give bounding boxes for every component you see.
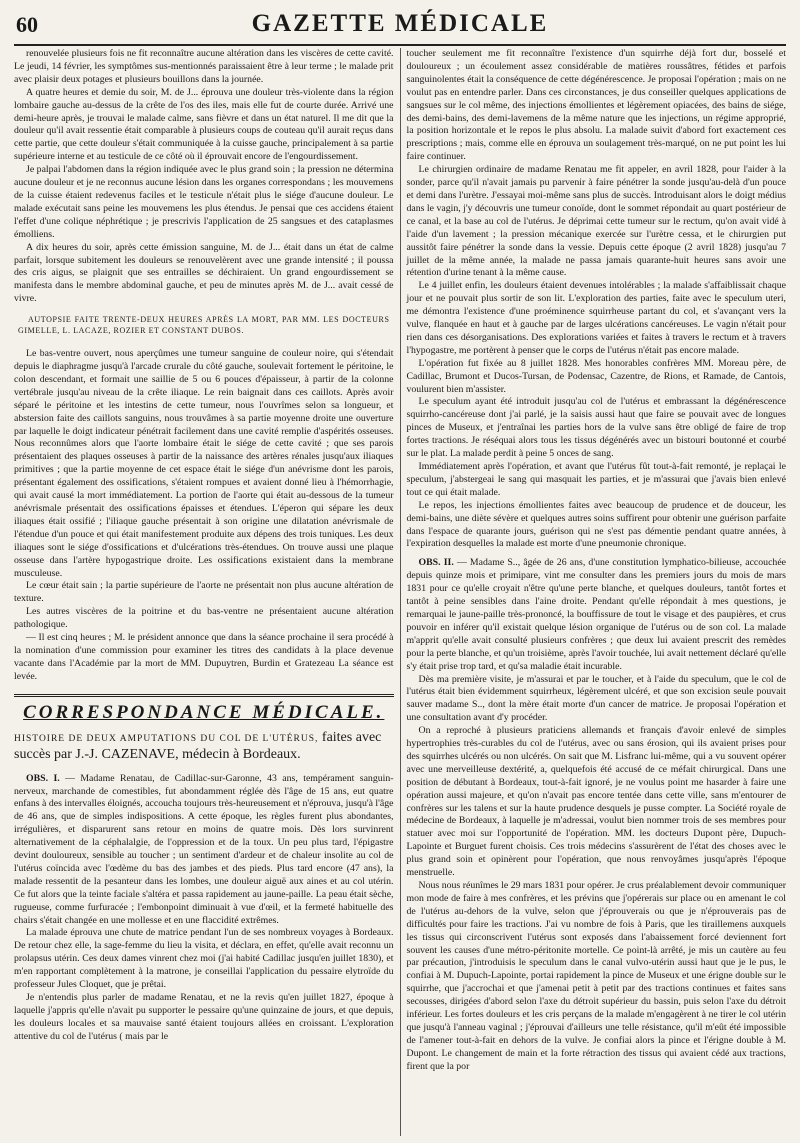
observation-1 — [14, 773, 394, 928]
paragraph: Les autres viscères de la poitrine et du bas-ventre ne présentaient aucune altération pathologique. — [14, 606, 394, 631]
paragraph: Le chirurgien ordinaire de madame Renatau me fit appeler, en avril 1828, pour l'aider à la sonder, parce qu'il n'avait jamais pu parvenir à faire pénétrer la sonde jusqu'au-delà d'un pouce et demi dans l'urètre. J'essayai moi-même sans plus de succès. Introduisant alors le doigt médius dans le vagin, j'y découvris une tumeur conoïde, dont le sommet répondait au quart postérieur de ce canal, et la base au col de l'utérus. Je déprimai cette tumeur sur le rectum, qu'on avait vidé à l'aide d'un lavement ; la pression mécanique exercée sur l'urètre cessa, et le chirurgien put aussitôt faire pénétrer la sonde dans la vessie. Depuis cette époque (2 avril 1828) jusqu'au 7 juillet de la même année, la malade ne passa jamais quarante-huit heures sans avoir une rétention d'urine tenant à la même cause. — [406, 164, 786, 279]
paragraph: A quatre heures et demie du soir, M. de J... éprouva une douleur très-violente dans la région lombaire gauche au-dessus de la crête de l'os des iles, mais elle fut de courte durée. Arrivé une demi-heure après, je trouvai le malade calme, sans fièvre et dans un état naturel. Il me dit que la douleur qu'il avait ressentie était comparable à plusieurs coups de couteau qu'il aurait reçus dans cette partie, que cette douleur s'était communiquée à la cuisse gauche, principalement à sa partie supérieure interne et au testicule de ce côté où il éprouvait encore de l'engourdissement. — [14, 86, 394, 163]
section-title: CORRESPONDANCE MÉDICALE. — [23, 701, 385, 723]
article-title-lead: HISTOIRE DE DEUX AMPUTATIONS DU COL DE L'UTÉRUS, — [14, 733, 319, 744]
masthead-title: GAZETTE MÉDICALE — [251, 10, 549, 37]
left-column — [14, 48, 400, 1136]
paragraph: Le cœur était sain ; la partie supérieure de l'aorte ne présentait non plus aucune altération de texture. — [14, 580, 394, 605]
paragraph: Nous nous réunîmes le 29 mars 1831 pour opérer. Je crus préalablement devoir communiquer mon mode de faire à mes confrères, et les prévins que j'opérerais sur place ou en amenant le col de l'utérus au-dehors de la vulve, selon que j'éprouverais ou que je n'éprouverais pas de difficultés pour faire les tractions. J'ai vu nombre de fois à Paris, que les tiraillemens auxquels les tissus qui circonscrivent l'utérus sont exposés dans l'abaissement forcé deviennent fort souvent les causes d'une métro-péritonite mortelle. Ce point-là arrêté, je mis un cautère au feu par précaution, j'introduisis le speculum dans le canal vulvo-utérin aussi haut que je le pus, le confiai à M. Dupuch-Lapointe, portai rapidement la pince de Museux et une érigne double sur le squirrhe, que j'accrochai et que j'amenai petit à petit par des tractions continues et faites sans secousses, dirigées d'abord selon l'axe du détroit supérieur du bassin, puis selon l'axe du détroit inférieur. Les fortes douleurs et les cris perçans de la malade m'engagèrent à ne tirer le col utérin que jusqu'à l'anneau vaginal ; j'éprouvai d'ailleurs une telle résistance, qu'il m'eût été impossible de l'amener tout-à-fait en dehors de la vulve. Je confiai alors la pince et l'érigne double à M. Dupont. Le changement de main et la forte rétraction des tissus qui avaient cédé aux tractions, firent que la por — [406, 880, 786, 1072]
page-header — [14, 8, 786, 46]
article-title — [14, 730, 394, 763]
observation-text: — Madame S.., âgée de 26 ans, d'une constitution lymphatico-bilieuse, accouchée depuis quinze mois et primipare, vint me consulter dans les premiers jours du mois de mars 1831 pour ce qu'elle croyait n'être qu'une perte blanche, et quelques douleurs, tantôt fortes et tantôt à peine sensibles dans l'aine droite. Pendant qu'elle répondait à mes questions, je remarquai le jaune-paille très-prononcé, la bouffissure de tout le visage et des paupières, et crus pouvoir en inférer qu'il existait quelque lésion organique de l'utérus ou de son col. La malade m'apprit qu'elle avait consulté plusieurs confrères ; que deux lui avaient prescrit des remèdes pour la perte blanche, et qu'un troisième, après l'avoir touchée, lui avait nettement déclaré qu'elle s'y était prise trop tard, et qu'sa maladie était incurable. — [406, 557, 786, 672]
observation-text: — Madame Renatau, de Cadillac-sur-Garonne, 43 ans, tempérament sanguin-nerveux, marchande de comestibles, fut abondamment réglée dès l'âge de 15 ans, eut quatre enfans à des intervalles éloignés, accoucha toujours très-heureusement et n'éprouva, jusqu'à l'âge de 46 ans, que de simples indispositions. A cette époque, les règles furent plus abondantes, irrégulières, et disparurent sans retour en moins de quatre mois. Dès lors survinrent alternativement de la céphalalgie, de l'oppression et de la toux. Un peu plus tard, l'épigastre devint douloureux, sensible au toucher ; un sentiment d'ardeur et de chaleur insolite au col de l'utérus coïncida avec l'œdème du bas des jambes et des pieds. Plus tard encore (47 ans), la malade ressentit de la pesanteur dans les lombes, une douleur aiguë aux aines et au col utérin. Ce fut alors que la teinte faciale s'altéra et passa rapidement au jaune-paille. La peau était sèche, rugueuse, comme furfuracée ; l'embonpoint diminuait à vue d'œil, et la fermeté habituelle des chairs s'était changée en une mollesse et en une flaccidité extrêmes. — [14, 772, 394, 926]
article-title-rest: faites avec succès par J.-J. CAZENAVE, médecin à Bordeaux. — [14, 729, 382, 762]
section-divider — [14, 694, 394, 697]
right-column — [400, 48, 787, 1136]
paragraph: Immédiatement après l'opération, et avant que l'utérus fût tout-à-fait remonté, je replaçai le speculum, j'abstergeai le sang qui masquait les parties, et je m'assurai que j'avais bien enlevé tout ce qui était malade. — [406, 461, 786, 498]
paragraph: Je palpai l'abdomen dans la région indiquée avec le plus grand soin ; la pression ne détermina aucune douleur et je ne reconnus aucune lésion dans les organes correspondans ; les mouvemens de la cuisse étaient redevenus faciles et le testicule n'était plus le siége d'aucune douleur. Le malade exécutait sans peine les mouvemens les plus étendus. Je pensai que ces accidens étaient l'effet d'une colique néphrétique ; je prescrivis l'application de 25 sangsues et des cataplasmes émolliens. — [14, 164, 394, 240]
columns — [14, 48, 786, 1136]
paragraph: Je n'entendis plus parler de madame Renatau, et ne la revis qu'en juillet 1827, époque à laquelle j'appris qu'elle n'avait pu supporter le pessaire qu'une quinzaine de jours, et que depuis, les douleurs locales et sa mauvaise santé étaient toujours allées en croissant. L'exploration attentive du col de l'utérus ( mais par le — [14, 992, 394, 1042]
paragraph: On a reproché à plusieurs praticiens allemands et français d'avoir enlevé de simples hypertrophies très-curables du col de l'utérus, avec ou sans érosion, qui ils avaient prises pour des squirrhes ulcérés ou non ulcérés. On sait que M. Lisfranc lui-même, qui a vu souvent opérer avec une merveilleuse dextérité, a, quelquefois été accusé de ce méfait chirurgical. Dans une position de débutant à Bordeaux, tout-à-fait ignoré, je ne voulus point me hasarder à faire une opération aussi majeure, et qu'on n'avait pas encore tentée dans cette ville, sans m'entourer de confrères sur les talens et sur la haute prudence desquels je pusse compter. La Société royale de médecine de Bordeaux, à laquelle je m'adressai, voulut bien nommer trois de ses membres pour statuer avec moi sur l'opportunité de l'opération. MM. les docteurs Dupont père, Dupuch-Lapointe et Burguet furent choisis. Ces trois médecins s'assurèrent de l'état des choses avec le plus grand soin et opinèrent pour l'opération, que nous renvoyâmes jusqu'après l'époque menstruelle. — [406, 725, 786, 879]
paragraph: La malade éprouva une chute de matrice pendant l'un de ses nombreux voyages à Bordeaux. De retour chez elle, la sage-femme du lieu la visita, et déclara, en effet, qu'elle avait reconnu un prolapsus utérin. Ces deux dames vinrent chez moi (j'ai habité Cadillac jusqu'en juillet 1830), et m'en rapportant complètement à la matrone, je conseillai l'application du pessaire elytroïde du professeur Jules Cloquet, que je prêtai. — [14, 927, 394, 991]
observation-label: OBS. I. — [26, 772, 60, 784]
paragraph: A dix heures du soir, après cette émission sanguine, M. de J... était dans un état de calme parfait, lorsque subitement les douleurs se renouvelèrent avec une grande intensité ; il poussa des cris aigus, se plaignit que ses entrailles se déchiraient. Un grand engourdissement se manifesta dans le membre abdominal gauche, et peu de minutes après M. de J... avait cessé de vivre. — [14, 241, 394, 305]
paragraph: Le repos, les injections émollientes faites avec beaucoup de prudence et de douceur, les demi-bains, une diète sévère et quelques autres soins suffirent pour obtenir une guérison parfaite dans l'espace de quarante jours, guérison qui ne s'est pas démentie pendant quatre années, à l'expiration desquelles la malade est morte d'une pneumonie chronique. — [406, 499, 786, 550]
observation-2 — [407, 557, 787, 673]
autopsy-heading: AUTOPSIE FAITE TRENTE-DEUX HEURES APRÈS LA MORT, PAR MM. LES DOCTEURS GIMELLE, L. LACAZE, ROZIER ET CONSTANT DUBOS. — [18, 315, 390, 336]
paragraph: toucher seulement me fit reconnaître l'existence d'un squirrhe déjà fort dur, bosselé et douloureux ; un écoulement assez considérable de matières roussâtres, fétides et parfois sanguinolentes était la conséquence de cette dégénérescence. Je proposai l'opération ; mais on ne voulut pas en entendre parler. Dans ces circonstances, je dus conseiller quelques applications de sangsues sur le col même, des injections émollientes et légèrement opiacées, des bains de siége, des demi-bains, des demi-lavemens de la même nature que les injections, un régime approprié, la position horizontale et le repos le plus absolu. La malade suivit d'abord fort exactement ces prescriptions ; mais, comme elle en éprouva un soulagement très-marqué, on ne put point les lui faire continuer. — [406, 48, 786, 163]
paragraph: Dès ma première visite, je m'assurai et par le toucher, et à l'aide du speculum, que le col de l'utérus était bien évidemment squirrheux, légèrement ulcéré, et que son excision seule pouvait sauver madame S.., dont la mère était morte d'un cancer de matrice. Je proposai l'opération et une consultation avant d'y procéder. — [406, 673, 786, 724]
paragraph: Le bas-ventre ouvert, nous aperçûmes une tumeur sanguine de couleur noire, qui s'étendait depuis le diaphragme jusqu'à l'arcade crurale du côté gauche, soulevait fortement le péritoine, le colon descendant, et formait une saillie de 5 ou 6 pouces d'épaisseur, à partir de la colonne vertébrale jusqu'au niveau de la crête iliaque. Le rein baignait dans ces caillots. Après avoir séparé le péritoine et les intestins de cette tumeur, nous l'ouvrîmes selon sa longueur, et abstersion faite des caillots sanguins, nous trouvâmes à sa partie moyenne droite une ouverture par laquelle le doigt indicateur pénétrait facilement dans une cavité remplie d'aspérités osseuses. Nous reconnûmes alors que l'aorte lombaire était le siége de cette cavité ; que ses parois présentaient des plaques osseuses à partir de la naissance des artères rénales jusqu'aux iliaques primitives ; que la partie moyenne de cet espace était le siége d'un anévrisme dont les parois, présentant également des ossifications, s'étaient rompues et avaient donné lieu à l'hémorrhagie, qui avait causé la mort immédiatement. La portion de l'aorte qui était au-dessous de la tumeur anévrismale présentait des ossifications épaisses et étendues. L'éperon qui sépare les deux iliaques était ossifié ; l'iliaque gauche présentait à son origine une dilatation anévrismale de l'étendue d'un pouce et qui était manifestement produite aux dépens des trois tuniques. Les deux iliaques sont le siége d'ossifications et d'ulcérations très-étendues. On trouve aussi une plaque osseuse dans l'artère hypogastrique droite. Les ossifications existaient dans la membrane musculeuse. — [14, 348, 394, 579]
paragraph: Le speculum ayant été introduit jusqu'au col de l'utérus et embrassant la dégénérescence squirrho-cancéreuse dont j'ai parlé, je la saisis aussi haut que faire se pouvait avec de longues pinces de Museux, et j'entraînai les parties hors de la vulve sans être obligé de faire de trop fortes tractions. Je réséquai alors tous les tissus dégénérés avec un bistouri boutonné et courbé sur le plat. La malade perdit à peine 5 onces de sang. — [406, 396, 786, 460]
paragraph: — Il est cinq heures ; M. le président annonce que dans la séance prochaine il sera procédé à la nomination d'une commission pour examiner les titres des candidats à la place devenue vacante dans l'Académie par la mort de MM. Dupuytren, Burdin et Gratezeau La séance est levée. — [14, 632, 394, 682]
observation-label: OBS. II. — [418, 557, 454, 569]
paragraph: renouvelée plusieurs fois ne fit reconnaître aucune altération dans les viscères de cette cavité. Le jeudi, 14 février, les symptômes sus-mentionnés paraissaient être à leur terme ; le malade prit avec plaisir deux potages et plusieurs bouillons dans la journée. — [14, 48, 394, 85]
newspaper-page — [14, 8, 786, 1136]
paragraph: L'opération fut fixée au 8 juillet 1828. Mes honorables confrères MM. Moreau père, de Cadillac, Brumont et Ducos-Tursan, de Podensac, Cazentre, de Rions, et Ramade, de Cantois, voulurent bien m'assister. — [406, 357, 786, 395]
page-number: 60 — [16, 12, 38, 37]
paragraph: Le 4 juillet enfin, les douleurs étaient devenues intolérables ; la malade s'affaiblissait chaque jour et ne pouvait plus sortir de son lit. L'exploration des parties, faite avec le speculum uteri, me démontra l'existence d'une proéminence squirrheuse partant du col, et s'avançant vers la vulve, flanquée en haut et à gauche par de larges ulcérations cancéreuses. Le vagin n'était pour rien dans ces désorganisations. Des explorations variées et faites à travers le rectum et à travers l'hypogastre, me portèrent à penser que le corps de l'utérus n'était pas encore malade. — [406, 280, 786, 356]
